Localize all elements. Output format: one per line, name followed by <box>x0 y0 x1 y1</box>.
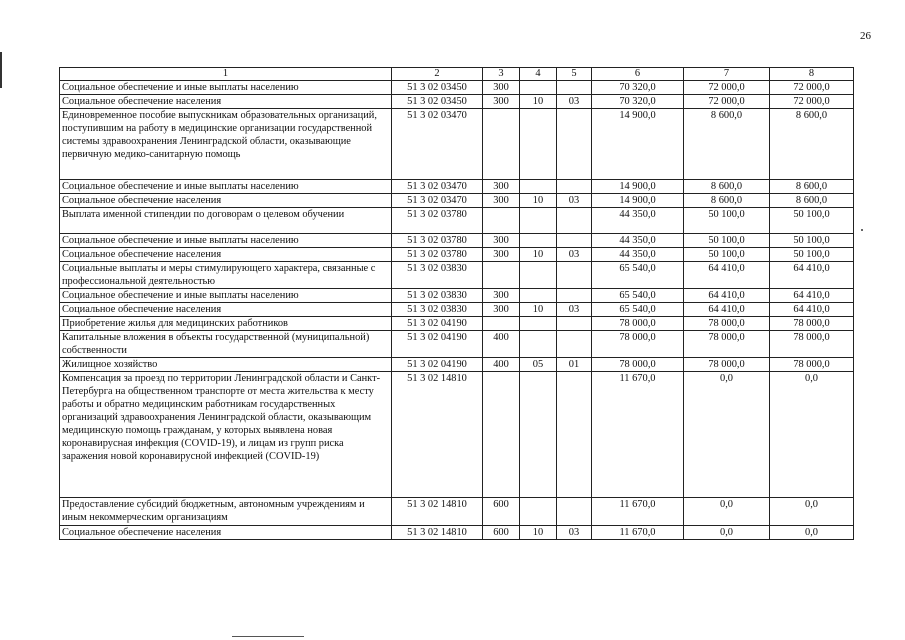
section-cell: 10 <box>520 303 557 317</box>
amount-year2-cell: 8 600,0 <box>684 180 770 194</box>
amount-year3-cell: 8 600,0 <box>770 109 854 180</box>
expense-name-cell: Социальное обеспечение и иные выплаты населению <box>60 180 392 194</box>
target-code-cell: 51 3 02 03780 <box>392 248 483 262</box>
target-code-cell: 51 3 02 14810 <box>392 372 483 498</box>
section-cell <box>520 372 557 498</box>
target-code-cell: 51 3 02 03450 <box>392 81 483 95</box>
section-cell: 10 <box>520 526 557 540</box>
amount-year2-cell: 0,0 <box>684 372 770 498</box>
amount-year1-cell: 70 320,0 <box>592 81 684 95</box>
target-code-cell: 51 3 02 04190 <box>392 331 483 358</box>
table-row <box>60 498 854 526</box>
amount-year2-cell: 78 000,0 <box>684 331 770 358</box>
amount-year2-cell: 78 000,0 <box>684 358 770 372</box>
expense-type-cell: 300 <box>483 81 520 95</box>
subsection-cell <box>557 372 592 498</box>
expense-type-cell <box>483 208 520 234</box>
amount-year2-cell: 50 100,0 <box>684 234 770 248</box>
expense-name-cell: Социальные выплаты и меры стимулирующего характера, связанные с профессиональной деятельностью <box>60 262 392 289</box>
target-code-cell: 51 3 02 03470 <box>392 180 483 194</box>
amount-year2-cell: 64 410,0 <box>684 262 770 289</box>
section-cell <box>520 289 557 303</box>
expense-name-cell: Жилищное хозяйство <box>60 358 392 372</box>
amount-year1-cell: 65 540,0 <box>592 303 684 317</box>
expense-name-cell: Социальное обеспечение и иные выплаты населению <box>60 81 392 95</box>
table-row <box>60 289 854 303</box>
amount-year1-cell: 78 000,0 <box>592 317 684 331</box>
amount-year1-cell: 65 540,0 <box>592 262 684 289</box>
amount-year3-cell: 78 000,0 <box>770 358 854 372</box>
section-cell: 05 <box>520 358 557 372</box>
amount-year1-cell: 11 670,0 <box>592 526 684 540</box>
table-row <box>60 262 854 289</box>
expense-name-cell: Социальное обеспечение и иные выплаты населению <box>60 234 392 248</box>
expense-type-cell <box>483 109 520 180</box>
amount-year1-cell: 65 540,0 <box>592 289 684 303</box>
subsection-cell: 03 <box>557 95 592 109</box>
amount-year1-cell: 78 000,0 <box>592 358 684 372</box>
section-cell <box>520 234 557 248</box>
expense-name-cell: Единовременное пособие выпускникам образовательных организаций, поступившим на работу в медицинские организации государственной системы здравоохранения Ленинградской области, оказывающие первичную медико-санитарную помощь <box>60 109 392 180</box>
amount-year2-cell: 64 410,0 <box>684 289 770 303</box>
target-code-cell: 51 3 02 03470 <box>392 109 483 180</box>
amount-year2-cell: 0,0 <box>684 498 770 526</box>
subsection-cell <box>557 81 592 95</box>
expense-name-cell: Социальное обеспечение населения <box>60 526 392 540</box>
table-row <box>60 208 854 234</box>
expense-type-cell: 300 <box>483 289 520 303</box>
expense-type-cell: 300 <box>483 248 520 262</box>
expense-name-cell: Капитальные вложения в объекты государственной (муниципальной) собственности <box>60 331 392 358</box>
footer-line <box>232 636 304 637</box>
expense-name-cell: Социальное обеспечение населения <box>60 194 392 208</box>
table-body <box>60 81 854 540</box>
amount-year2-cell: 0,0 <box>684 526 770 540</box>
table-row <box>60 317 854 331</box>
subsection-cell: 03 <box>557 526 592 540</box>
table-row <box>60 358 854 372</box>
amount-year3-cell: 64 410,0 <box>770 262 854 289</box>
expense-name-cell: Социальное обеспечение населения <box>60 248 392 262</box>
expense-type-cell: 400 <box>483 358 520 372</box>
expense-type-cell <box>483 262 520 289</box>
section-cell: 10 <box>520 194 557 208</box>
column-header: 1 <box>60 68 392 81</box>
amount-year3-cell: 72 000,0 <box>770 95 854 109</box>
section-cell: 10 <box>520 95 557 109</box>
page-number: 26 <box>860 30 871 42</box>
section-cell <box>520 208 557 234</box>
section-cell <box>520 317 557 331</box>
expense-type-cell: 300 <box>483 194 520 208</box>
amount-year1-cell: 14 900,0 <box>592 180 684 194</box>
amount-year3-cell: 64 410,0 <box>770 289 854 303</box>
table-row <box>60 372 854 498</box>
subsection-cell <box>557 498 592 526</box>
subsection-cell <box>557 234 592 248</box>
subsection-cell <box>557 109 592 180</box>
amount-year2-cell: 8 600,0 <box>684 194 770 208</box>
target-code-cell: 51 3 02 03830 <box>392 303 483 317</box>
subsection-cell <box>557 317 592 331</box>
subsection-cell <box>557 289 592 303</box>
expense-type-cell: 600 <box>483 526 520 540</box>
amount-year3-cell: 8 600,0 <box>770 194 854 208</box>
target-code-cell: 51 3 02 04190 <box>392 317 483 331</box>
amount-year3-cell: 8 600,0 <box>770 180 854 194</box>
amount-year3-cell: 78 000,0 <box>770 317 854 331</box>
amount-year2-cell: 72 000,0 <box>684 81 770 95</box>
amount-year1-cell: 11 670,0 <box>592 372 684 498</box>
subsection-cell: 03 <box>557 194 592 208</box>
amount-year1-cell: 70 320,0 <box>592 95 684 109</box>
table-row <box>60 95 854 109</box>
subsection-cell: 03 <box>557 248 592 262</box>
subsection-cell <box>557 180 592 194</box>
column-header: 4 <box>520 68 557 81</box>
amount-year2-cell: 8 600,0 <box>684 109 770 180</box>
amount-year2-cell: 50 100,0 <box>684 248 770 262</box>
subsection-cell <box>557 208 592 234</box>
amount-year1-cell: 44 350,0 <box>592 208 684 234</box>
amount-year3-cell: 50 100,0 <box>770 234 854 248</box>
table-row <box>60 526 854 540</box>
column-header: 6 <box>592 68 684 81</box>
section-cell <box>520 498 557 526</box>
column-header: 7 <box>684 68 770 81</box>
amount-year3-cell: 72 000,0 <box>770 81 854 95</box>
section-cell <box>520 109 557 180</box>
amount-year2-cell: 72 000,0 <box>684 95 770 109</box>
subsection-cell <box>557 331 592 358</box>
amount-year3-cell: 78 000,0 <box>770 331 854 358</box>
amount-year3-cell: 0,0 <box>770 498 854 526</box>
section-cell <box>520 180 557 194</box>
budget-table <box>59 67 854 540</box>
subsection-cell <box>557 262 592 289</box>
expense-name-cell: Выплата именной стипендии по договорам о целевом обучении <box>60 208 392 234</box>
table-row <box>60 180 854 194</box>
table-row <box>60 303 854 317</box>
scan-dot <box>861 229 863 231</box>
target-code-cell: 51 3 02 04190 <box>392 358 483 372</box>
section-cell: 10 <box>520 248 557 262</box>
column-header: 8 <box>770 68 854 81</box>
amount-year1-cell: 14 900,0 <box>592 109 684 180</box>
section-cell <box>520 81 557 95</box>
column-number-row <box>60 68 854 81</box>
subsection-cell: 03 <box>557 303 592 317</box>
amount-year1-cell: 44 350,0 <box>592 234 684 248</box>
column-header: 5 <box>557 68 592 81</box>
target-code-cell: 51 3 02 03830 <box>392 289 483 303</box>
expense-name-cell: Компенсация за проезд по территории Ленинградской области и Санкт-Петербурга на общественном транспорте от места жительства к месту работы и обратно медицинским работникам государственных организаций здравоохранения Ленинградской области, оказывающим медицинскую помощь гражданам, у которых выявлена новая коронавирусная инфекция (COVID-19), и лицам из групп риска заражения новой коронавирусной инфекцией (COVID-19) <box>60 372 392 498</box>
target-code-cell: 51 3 02 03780 <box>392 208 483 234</box>
expense-name-cell: Социальное обеспечение и иные выплаты населению <box>60 289 392 303</box>
expense-type-cell: 300 <box>483 234 520 248</box>
expense-type-cell: 400 <box>483 331 520 358</box>
expense-name-cell: Приобретение жилья для медицинских работников <box>60 317 392 331</box>
amount-year3-cell: 50 100,0 <box>770 248 854 262</box>
table-row <box>60 194 854 208</box>
amount-year3-cell: 0,0 <box>770 372 854 498</box>
amount-year3-cell: 64 410,0 <box>770 303 854 317</box>
table-row <box>60 331 854 358</box>
amount-year3-cell: 50 100,0 <box>770 208 854 234</box>
section-cell <box>520 331 557 358</box>
expense-type-cell: 300 <box>483 95 520 109</box>
subsection-cell: 01 <box>557 358 592 372</box>
target-code-cell: 51 3 02 14810 <box>392 498 483 526</box>
expense-name-cell: Социальное обеспечение населения <box>60 95 392 109</box>
expense-type-cell <box>483 317 520 331</box>
expense-type-cell: 300 <box>483 180 520 194</box>
target-code-cell: 51 3 02 03830 <box>392 262 483 289</box>
expense-name-cell: Предоставление субсидий бюджетным, автономным учреждениям и иным некоммерческим организациям <box>60 498 392 526</box>
table-row <box>60 109 854 180</box>
binding-mark <box>0 52 2 88</box>
amount-year1-cell: 11 670,0 <box>592 498 684 526</box>
amount-year1-cell: 44 350,0 <box>592 248 684 262</box>
table-row <box>60 248 854 262</box>
table-row <box>60 234 854 248</box>
amount-year2-cell: 78 000,0 <box>684 317 770 331</box>
target-code-cell: 51 3 02 03780 <box>392 234 483 248</box>
expense-name-cell: Социальное обеспечение населения <box>60 303 392 317</box>
target-code-cell: 51 3 02 14810 <box>392 526 483 540</box>
expense-type-cell: 600 <box>483 498 520 526</box>
table-row <box>60 81 854 95</box>
amount-year3-cell: 0,0 <box>770 526 854 540</box>
expense-type-cell: 300 <box>483 303 520 317</box>
target-code-cell: 51 3 02 03450 <box>392 95 483 109</box>
amount-year2-cell: 64 410,0 <box>684 303 770 317</box>
amount-year1-cell: 78 000,0 <box>592 331 684 358</box>
target-code-cell: 51 3 02 03470 <box>392 194 483 208</box>
column-header: 3 <box>483 68 520 81</box>
amount-year1-cell: 14 900,0 <box>592 194 684 208</box>
amount-year2-cell: 50 100,0 <box>684 208 770 234</box>
expense-type-cell <box>483 372 520 498</box>
column-header: 2 <box>392 68 483 81</box>
section-cell <box>520 262 557 289</box>
